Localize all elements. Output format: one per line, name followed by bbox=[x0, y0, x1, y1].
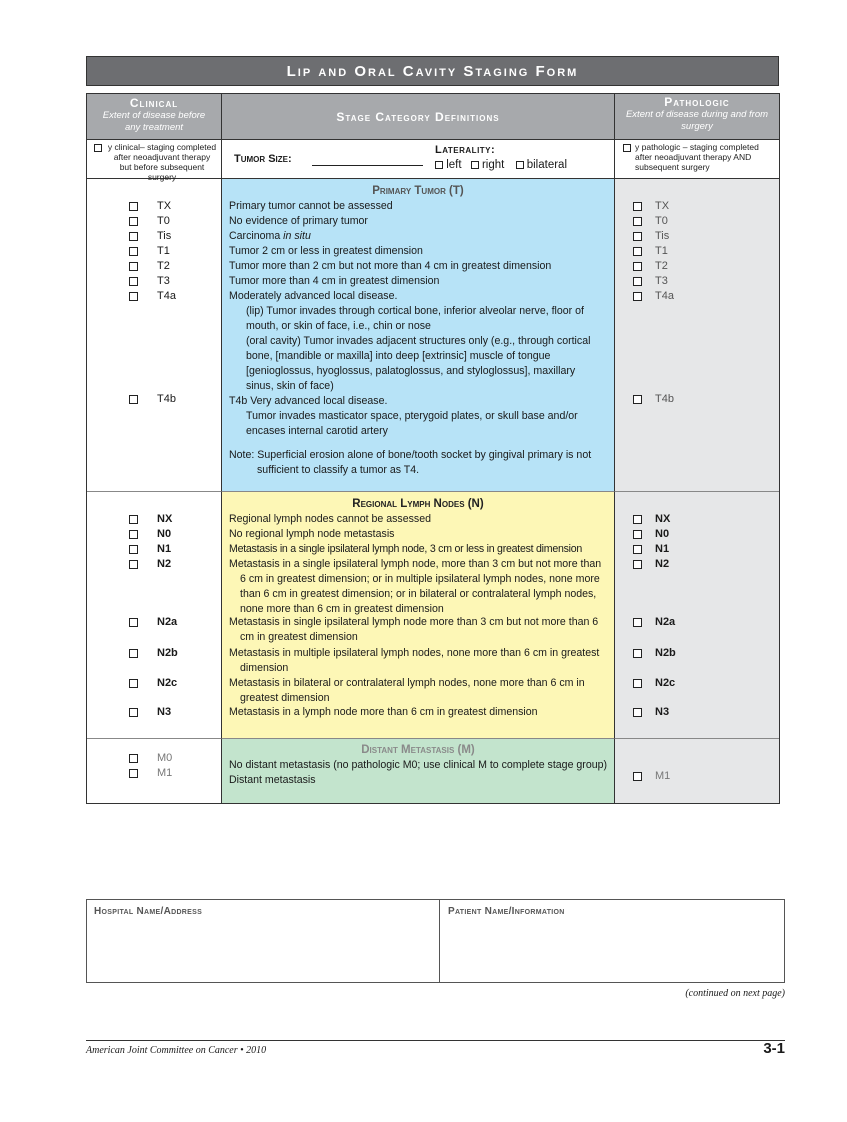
t-def-line: Tumor more than 4 cm in greatest dimension bbox=[229, 275, 440, 287]
t-def-line: (lip) Tumor invades through cortical bone, inferior alveolar nerve, floor of bbox=[246, 305, 584, 317]
n-def-line: No regional lymph node metastasis bbox=[229, 528, 395, 540]
t-def-line: Tumor 2 cm or less in greatest dimension bbox=[229, 245, 423, 257]
laterality-right-label: right bbox=[481, 159, 505, 171]
m-clinical-checkbox[interactable] bbox=[129, 754, 138, 763]
m-pathologic-row bbox=[615, 769, 779, 784]
definitions-title: Stage Category Definitions bbox=[336, 110, 500, 124]
patient-label: Patient Name/Information bbox=[448, 906, 565, 917]
n-def-line: Metastasis in a lymph node more than 6 cm in greatest dimension bbox=[229, 706, 538, 718]
n-pathologic-code: NX bbox=[655, 513, 671, 525]
t-def-line: [genioglossus, hyoglossus, palatoglossus, and styloglossus], maxillary bbox=[246, 365, 576, 377]
t-pathologic-code: T4a bbox=[655, 290, 674, 302]
laterality-bilateral-label: bilateral bbox=[526, 159, 568, 171]
t-clinical-row bbox=[87, 392, 221, 407]
t-heading: Primary Tumor (T) bbox=[372, 185, 464, 197]
m-def-line: No distant metastasis (no pathologic M0; use clinical M to complete stage group) bbox=[229, 759, 608, 771]
laterality-left-label: left bbox=[446, 159, 462, 171]
t-def-line: (oral cavity) Tumor invades adjacent structures only (e.g., through cortical bbox=[246, 335, 591, 347]
t-def-line: Tumor invades masticator space, pterygoid plates, or skull base and/or bbox=[246, 410, 578, 422]
m-pathologic-column bbox=[615, 739, 779, 803]
t-def-line: No evidence of primary tumor bbox=[229, 215, 368, 227]
t-pathologic-row bbox=[615, 274, 779, 289]
t-clinical-code: Tis bbox=[157, 230, 172, 242]
laterality-label: Laterality: bbox=[435, 144, 496, 156]
t-clinical-code: T4a bbox=[157, 290, 176, 302]
pathologic-header bbox=[615, 94, 779, 139]
n-clinical-checkbox[interactable] bbox=[129, 530, 138, 539]
tumor-size-cell bbox=[222, 139, 429, 179]
n-pathologic-row bbox=[615, 705, 779, 720]
tumor-size-field[interactable] bbox=[312, 165, 423, 166]
t-clinical-checkbox[interactable] bbox=[129, 247, 138, 256]
t-clinical-row bbox=[87, 259, 221, 274]
t-pathologic-code: TX bbox=[655, 200, 670, 212]
m-clinical-code: M1 bbox=[157, 767, 173, 779]
n-pathologic-code: N1 bbox=[655, 543, 670, 555]
t-pathologic-row bbox=[615, 199, 779, 214]
t-clinical-checkbox[interactable] bbox=[129, 262, 138, 271]
t-clinical-row bbox=[87, 214, 221, 229]
pathologic-subtitle: Extent of disease during and from surgery bbox=[625, 109, 769, 132]
n-pathologic-code: N2c bbox=[655, 677, 676, 689]
m-pathologic-code: M1 bbox=[655, 770, 671, 782]
clinical-title: Clinical bbox=[129, 96, 179, 110]
n-pathologic-column bbox=[615, 492, 779, 739]
n-pathologic-code: N2a bbox=[655, 616, 676, 628]
n-def-line: than 6 cm in greatest dimension; or in bilateral or contralateral lymph nodes, bbox=[240, 588, 597, 600]
yclinical-checkbox[interactable] bbox=[94, 144, 102, 152]
n-pathologic-code: N2b bbox=[655, 647, 676, 659]
n-pathologic-row bbox=[615, 615, 779, 630]
n-def-line: none more than 6 cm in greatest dimension bbox=[240, 603, 444, 615]
t-def-line: mouth, or skin of face, i.e., chin or nose bbox=[246, 320, 431, 332]
t-pathologic-row bbox=[615, 244, 779, 259]
n-def-line: Metastasis in multiple ipsilateral lymph nodes, none more than 6 cm in greatest bbox=[229, 647, 600, 659]
n-pathologic-checkbox[interactable] bbox=[633, 679, 642, 688]
info-box bbox=[86, 899, 785, 983]
t-pathologic-column bbox=[615, 179, 779, 492]
n-definitions bbox=[222, 492, 615, 739]
m-heading: Distant Metastasis (M) bbox=[361, 744, 475, 756]
n-pathologic-row bbox=[615, 676, 779, 691]
t-def-line: Moderately advanced local disease. bbox=[229, 290, 398, 302]
hospital-label: Hospital Name/Address bbox=[94, 906, 203, 917]
t-pathologic-checkbox[interactable] bbox=[633, 247, 642, 256]
n-clinical-code: N2a bbox=[157, 616, 178, 628]
t-clinical-checkbox[interactable] bbox=[129, 217, 138, 226]
t-pathologic-checkbox[interactable] bbox=[633, 202, 642, 211]
n-clinical-code: N2 bbox=[157, 558, 172, 570]
t-clinical-row bbox=[87, 289, 221, 304]
ypathologic-checkbox[interactable] bbox=[623, 144, 631, 152]
t-clinical-row bbox=[87, 199, 221, 214]
m-definitions bbox=[222, 739, 615, 803]
t-clinical-checkbox[interactable] bbox=[129, 232, 138, 241]
n-pathologic-row bbox=[615, 557, 779, 572]
n-pathologic-checkbox[interactable] bbox=[633, 545, 642, 554]
n-pathologic-row bbox=[615, 542, 779, 557]
t-clinical-code: T2 bbox=[157, 260, 170, 272]
n-clinical-code: N1 bbox=[157, 543, 172, 555]
n-pathologic-checkbox[interactable] bbox=[633, 560, 642, 569]
n-pathologic-row bbox=[615, 512, 779, 527]
n-clinical-checkbox[interactable] bbox=[129, 679, 138, 688]
n-clinical-code: N0 bbox=[157, 528, 172, 540]
t-pathologic-checkbox[interactable] bbox=[633, 217, 642, 226]
n-pathologic-code: N3 bbox=[655, 706, 670, 718]
laterality-bilateral-checkbox[interactable] bbox=[516, 161, 524, 169]
t-def-line: Carcinoma in situ bbox=[229, 230, 311, 242]
n-clinical-code: N2b bbox=[157, 647, 178, 659]
t-def-line: Primary tumor cannot be assessed bbox=[229, 200, 393, 212]
t-clinical-column bbox=[87, 179, 222, 492]
t-clinical-checkbox[interactable] bbox=[129, 277, 138, 286]
t-pathologic-code: T4b bbox=[655, 393, 674, 405]
staging-grid bbox=[86, 93, 780, 804]
clinical-subtitle: Extent of disease before any treatment bbox=[102, 110, 206, 133]
n-clinical-checkbox[interactable] bbox=[129, 560, 138, 569]
n-clinical-row bbox=[87, 705, 221, 720]
t-pathologic-code: T3 bbox=[655, 275, 668, 287]
pathologic-title: Pathologic bbox=[664, 95, 730, 109]
n-clinical-checkbox[interactable] bbox=[129, 515, 138, 524]
t-pathologic-code: T1 bbox=[655, 245, 668, 257]
t-pathologic-checkbox[interactable] bbox=[633, 262, 642, 271]
patient-field[interactable] bbox=[440, 900, 784, 982]
t-pathologic-row bbox=[615, 289, 779, 304]
t-clinical-code: T4b bbox=[157, 393, 176, 405]
m-pathologic-checkbox[interactable] bbox=[633, 772, 642, 781]
n-def-line: Metastasis in bilateral or contralateral lymph nodes, none more than 6 cm in bbox=[229, 677, 585, 689]
m-clinical-row bbox=[87, 751, 221, 766]
yclinical-cell bbox=[87, 139, 222, 182]
n-def-line: dimension bbox=[240, 662, 289, 674]
n-def-line: Regional lymph nodes cannot be assessed bbox=[229, 513, 432, 525]
t-clinical-row bbox=[87, 244, 221, 259]
t-clinical-row bbox=[87, 274, 221, 289]
t-pathologic-checkbox[interactable] bbox=[633, 232, 642, 241]
tumor-size-label: Tumor Size: bbox=[234, 153, 292, 165]
t-pathologic-checkbox[interactable] bbox=[633, 277, 642, 286]
m-clinical-code: M0 bbox=[157, 752, 173, 764]
t-clinical-code: T1 bbox=[157, 245, 170, 257]
n-clinical-row bbox=[87, 676, 221, 691]
laterality-left-checkbox[interactable] bbox=[435, 161, 443, 169]
clinical-header bbox=[87, 94, 222, 139]
m-def-line: Distant metastasis bbox=[229, 774, 316, 786]
n-pathologic-checkbox[interactable] bbox=[633, 530, 642, 539]
form-title: Lip and Oral Cavity Staging Form bbox=[86, 56, 779, 86]
t-clinical-checkbox[interactable] bbox=[129, 202, 138, 211]
page-number: 3-1 bbox=[763, 1040, 785, 1057]
n-clinical-checkbox[interactable] bbox=[129, 545, 138, 554]
n-def-line: Metastasis in a single ipsilateral lymph node, more than 3 cm but not more than bbox=[229, 558, 602, 570]
t-pathologic-code: Tis bbox=[655, 230, 670, 242]
n-def-line: Metastasis in a single ipsilateral lymph node, 3 cm or less in greatest dimension bbox=[229, 543, 583, 555]
n-clinical-row bbox=[87, 615, 221, 630]
n-clinical-row bbox=[87, 512, 221, 527]
n-clinical-row bbox=[87, 646, 221, 661]
n-pathologic-checkbox[interactable] bbox=[633, 618, 642, 627]
t-definitions bbox=[222, 179, 615, 492]
n-def-line: cm in greatest dimension bbox=[240, 631, 358, 643]
footer-org: American Joint Committee on Cancer • 2010 bbox=[86, 1045, 267, 1056]
t-def-line: encases internal carotid artery bbox=[246, 425, 388, 437]
n-clinical-code: N3 bbox=[157, 706, 172, 718]
n-clinical-column bbox=[87, 492, 222, 739]
t-pathologic-code: T0 bbox=[655, 215, 668, 227]
n-clinical-row bbox=[87, 527, 221, 542]
laterality-right-checkbox[interactable] bbox=[471, 161, 479, 169]
n-clinical-row bbox=[87, 557, 221, 572]
n-clinical-checkbox[interactable] bbox=[129, 708, 138, 717]
t-def-line: Note: Superficial erosion alone of bone/tooth socket by gingival primary is not bbox=[229, 449, 592, 461]
t-def-line: bone, [mandible or maxilla] into deep [extrinsic] muscle of tongue bbox=[246, 350, 551, 362]
n-clinical-checkbox[interactable] bbox=[129, 618, 138, 627]
t-clinical-row bbox=[87, 229, 221, 244]
n-def-line: Metastasis in single ipsilateral lymph node more than 3 cm but not more than 6 bbox=[229, 616, 599, 628]
n-clinical-checkbox[interactable] bbox=[129, 649, 138, 658]
t-pathologic-row bbox=[615, 392, 779, 407]
n-def-line: greatest dimension bbox=[240, 692, 330, 704]
n-pathologic-row bbox=[615, 646, 779, 661]
continued-note: (continued on next page) bbox=[685, 988, 785, 999]
t-pathologic-row bbox=[615, 214, 779, 229]
n-clinical-code: NX bbox=[157, 513, 173, 525]
n-pathologic-checkbox[interactable] bbox=[633, 708, 642, 717]
t-pathologic-checkbox[interactable] bbox=[633, 395, 642, 404]
footer-rule bbox=[86, 1040, 785, 1041]
t-def-line: sinus, skin of face) bbox=[246, 380, 334, 392]
n-pathologic-row bbox=[615, 527, 779, 542]
t-pathologic-checkbox[interactable] bbox=[633, 292, 642, 301]
ypathologic-cell bbox=[615, 139, 779, 179]
t-clinical-code: T3 bbox=[157, 275, 170, 287]
t-clinical-checkbox[interactable] bbox=[129, 395, 138, 404]
n-def-line: 6 cm in greatest dimension; or in multiple ipsilateral lymph nodes, none more bbox=[240, 573, 600, 585]
t-clinical-code: T0 bbox=[157, 215, 170, 227]
t-def-line: T4b Very advanced local disease. bbox=[229, 395, 388, 407]
t-clinical-code: TX bbox=[157, 200, 172, 212]
m-clinical-checkbox[interactable] bbox=[129, 769, 138, 778]
t-clinical-checkbox[interactable] bbox=[129, 292, 138, 301]
t-pathologic-code: T2 bbox=[655, 260, 668, 272]
n-clinical-row bbox=[87, 542, 221, 557]
n-clinical-code: N2c bbox=[157, 677, 178, 689]
n-heading: Regional Lymph Nodes (N) bbox=[352, 498, 484, 510]
n-pathologic-checkbox[interactable] bbox=[633, 515, 642, 524]
n-pathologic-code: N0 bbox=[655, 528, 670, 540]
m-clinical-row bbox=[87, 766, 221, 781]
laterality-cell bbox=[429, 139, 615, 179]
hospital-field[interactable] bbox=[87, 900, 440, 982]
t-def-line: Tumor more than 2 cm but not more than 4 cm in greatest dimension bbox=[229, 260, 552, 272]
ypathologic-note: y pathologic – staging completed after neoadjuvant therapy AND subsequent surgery bbox=[635, 142, 759, 172]
n-pathologic-code: N2 bbox=[655, 558, 670, 570]
yclinical-note: y clinical– staging completed after neoadjuvant therapy but before subsequent surgery bbox=[107, 142, 217, 182]
t-pathologic-row bbox=[615, 259, 779, 274]
t-def-line: sufficient to classify a tumor as T4. bbox=[257, 464, 420, 476]
t-pathologic-row bbox=[615, 229, 779, 244]
n-pathologic-checkbox[interactable] bbox=[633, 649, 642, 658]
m-clinical-column bbox=[87, 739, 222, 803]
definitions-header bbox=[222, 94, 615, 139]
